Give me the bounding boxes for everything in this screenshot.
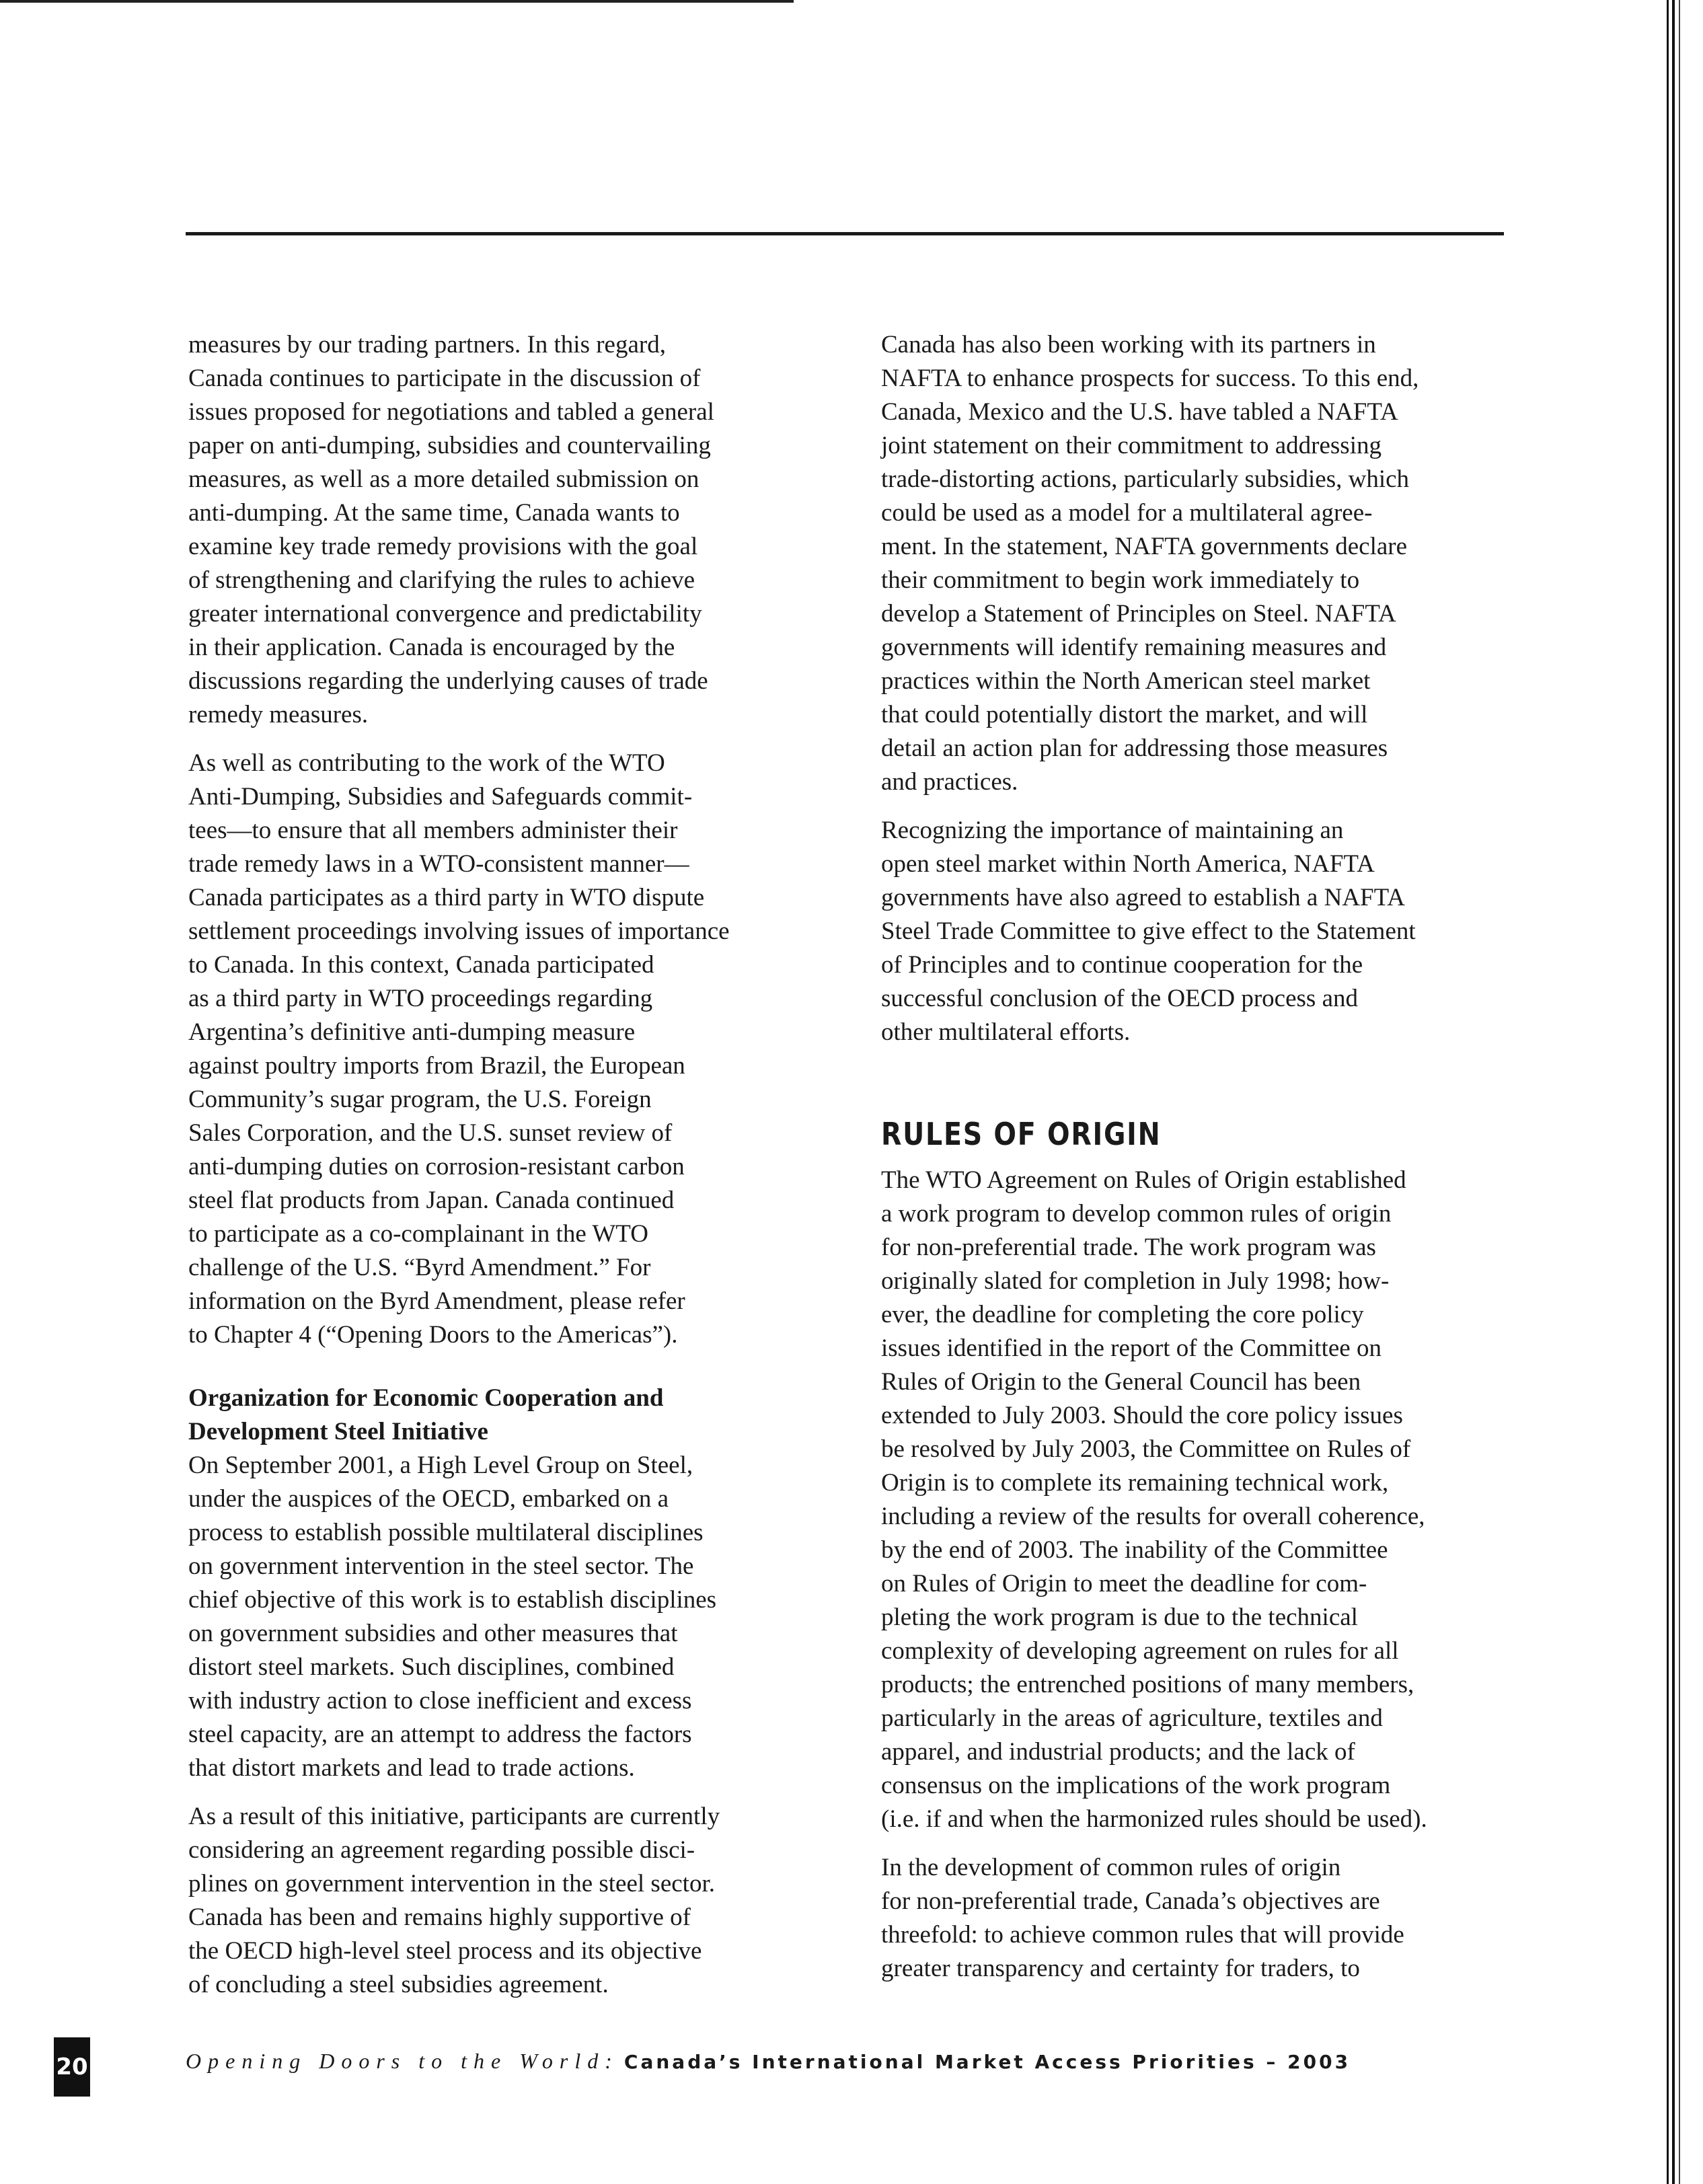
running-footer [186, 2047, 1464, 2076]
left-paragraph-4: As a result of this initiative, participants are currently considering an agreement regarding possible disci- plines on government intervention in the steel sector. Canada has been and remains highly supportive of the OECD high-level steel process and its objective of concluding a steel subsidies agreement. [188, 1803, 720, 1998]
left-column [188, 328, 814, 2017]
left-paragraph-3: On September 2001, a High Level Group on Steel, under the auspices of the OECD, embarked on a process to establish possible multilateral disciplines on government intervention in the steel sector. The chief objective of this work is to establish disciplines on government subsidies and other measures that distort steel markets. Such disciplines, combined with industry action to close inefficient and excess steel capacity, are an attempt to address the factors that distort markets and lead to trade actions. [188, 1452, 717, 1782]
oecd-subheading: Organization for Economic Cooperation and Development Steel Initiative [188, 1384, 664, 1445]
rules-of-origin-heading: RULES OF ORIGIN [881, 1116, 1162, 1152]
footer-title-italic: Opening Doors to the World: [186, 2049, 619, 2073]
right-column [881, 328, 1507, 2000]
scan-edge-line [1679, 0, 1680, 2184]
right-paragraph-4: In the development of common rules of origin for non-preferential trade, Canada’s objectives are threefold: to achieve common rules that will provide greater transparency and certainty for traders, to [881, 1854, 1404, 1982]
right-paragraph-3: The WTO Agreement on Rules of Origin established a work program to develop common rules of origin for non-preferential trade. The work program was originally slated for completion in July 1998; how- ever, the deadline for completing the core policy issues identified in the report of the Committee on Rules of Origin to the General Council has been extended to July 2003. Should the core policy issues be resolved by July 2003, the Committee on Rules of Origin is to complete its remaining technical work, including a review of the results for overall coherence, by the end of 2003. The inability of the Committee on Rules of Origin to meet the deadline for com- pleting the work program is due to the technical complexity of developing agreement on rules for all products; the entrenched positions of many members, particularly in the areas of agriculture, textiles and apparel, and industrial products; and the lack of consensus on the implications of the work program (i.e. if and when the harmonized rules should be used). [881, 1166, 1427, 1833]
right-paragraph-2: Recognizing the importance of maintaining an open steel market within North America, NAFTA governments have also agreed to establish a NAFTA Steel Trade Committee to give effect to the Statement of Principles and to continue cooperation for the successful conclusion of the OECD process and other multilateral efforts. [881, 817, 1416, 1046]
footer-title-rest: Canada’s International Market Access Priorities – 2003 [623, 2051, 1351, 2073]
left-paragraph-2: As well as contributing to the work of the WTO Anti-Dumping, Subsidies and Safeguards commit- tees—to ensure that all members administer their trade remedy laws in a WTO-consistent manner— Canada participates as a third party in WTO dispute settlement proceedings involving issues of importance to Canada. In this context, Canada participated as a third party in WTO proceedings regarding Argentina’s definitive anti-dumping measure against poultry imports from Brazil, the European Community’s sugar program, the U.S. Foreign Sales Corporation, and the U.S. sunset review of anti-dumping duties on corrosion-resistant carbon steel flat products from Japan. Canada continued to participate as a co-complainant in the WTO challenge of the U.S. “Byrd Amendment.” For information on the Byrd Amendment, please refer to Chapter 4 (“Opening Doors to the Americas”). [188, 749, 730, 1349]
header-rule [186, 232, 1504, 235]
scan-top-rule [0, 0, 794, 3]
scan-edge-line [1667, 0, 1669, 2184]
left-paragraph-1: measures by our trading partners. In this regard, Canada continues to participate in the discussion of issues proposed for negotiations and tabled a general paper on anti-dumping, subsidies and countervailing measures, as well as a more detailed submission on anti-dumping. At the same time, Canada wants to examine key trade remedy provisions with the goal of strengthening and clarifying the rules to achieve greater international convergence and predictability in their application. Canada is encouraged by the discussions regarding the underlying causes of trade remedy measures. [188, 331, 714, 728]
right-paragraph-1: Canada has also been working with its partners in NAFTA to enhance prospects for success. To this end, Canada, Mexico and the U.S. have tabled a NAFTA joint statement on their commitment to addressing trade-distorting actions, particularly subsidies, which could be used as a model for a multilateral agree- ment. In the statement, NAFTA governments declare their commitment to begin work immediately to develop a Statement of Principles on Steel. NAFTA governments will identify remaining measures and practices within the North American steel market that could potentially distort the market, and will detail an action plan for addressing those measures and practices. [881, 331, 1419, 796]
scan-edge-line [1672, 0, 1675, 2184]
page-number: 20 [54, 2037, 90, 2097]
